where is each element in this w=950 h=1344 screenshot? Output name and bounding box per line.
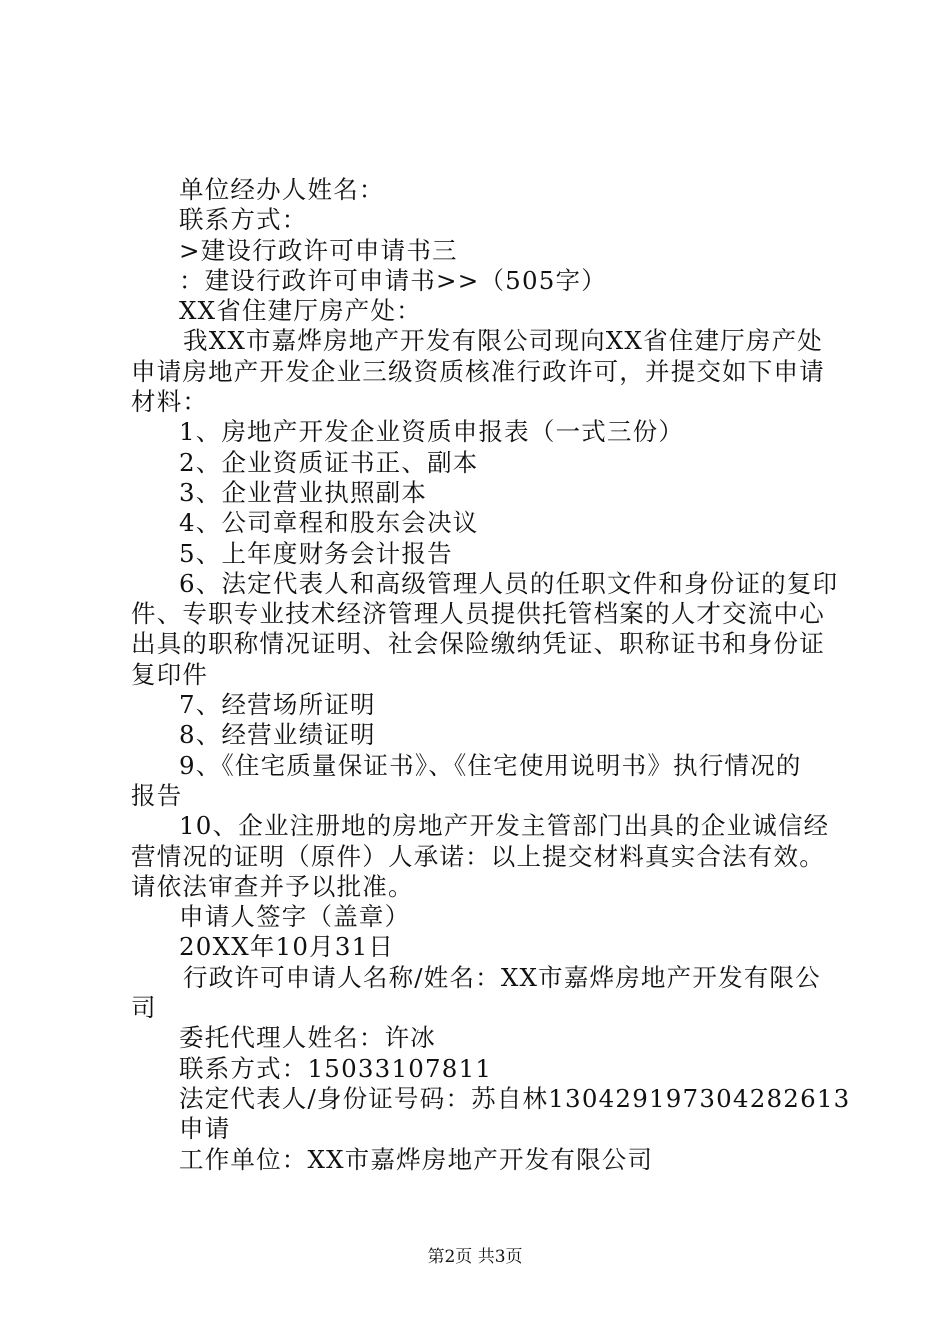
text-line: 申请房地产开发企业三级资质核准行政许可，并提交如下申请	[131, 356, 825, 386]
text-line: 法定代表人/身份证号码：苏自林130429197304282613	[179, 1083, 851, 1113]
text-line: 复印件	[131, 659, 209, 689]
text-line: 10、企业注册地的房地产开发主管部门出具的企业诚信经	[179, 811, 830, 841]
text-line: 联系方式：	[179, 205, 308, 235]
page-footer: 第2页 共3页	[427, 1247, 523, 1267]
text-line: 9、《住宅质量保证书》、《住宅使用说明书》执行情况的	[179, 750, 802, 780]
text-line: 请依法审查并予以批准。	[131, 871, 414, 901]
text-line: 4、公司章程和股东会决议	[179, 508, 479, 538]
text-line: 材料：	[131, 387, 209, 417]
document-body	[131, 175, 851, 1175]
text-line: 20XX年10月31日	[179, 932, 395, 962]
text-line: 2、企业资质证书正、副本	[179, 447, 479, 477]
text-line: 营情况的证明（原件）人承诺：以上提交材料真实合法有效。	[131, 841, 825, 871]
text-line: 司	[131, 993, 157, 1023]
text-line: ：建设行政许可申请书>>（505字）	[179, 265, 607, 295]
text-line: 单位经办人姓名：	[179, 175, 385, 204]
text-line: 3、企业营业执照副本	[179, 477, 428, 507]
text-line: XX省住建厅房产处：	[179, 296, 422, 326]
text-line: 8、经营业绩证明	[179, 720, 376, 750]
text-line: 我XX市嘉烨房地产开发有限公司现向XX省住建厅房产处	[183, 326, 823, 356]
text-line: 报告	[131, 780, 183, 810]
text-line: 件、专职专业技术经济管理人员提供托管档案的人才交流中心	[131, 599, 825, 629]
text-line: 工作单位：XX市嘉烨房地产开发有限公司	[179, 1144, 654, 1174]
text-line: >建设行政许可申请书三	[179, 235, 458, 265]
text-line: 申请	[179, 1114, 231, 1144]
text-line: 1、房地产开发企业资质申报表（一式三份）	[179, 417, 685, 447]
text-line: 出具的职称情况证明、社会保险缴纳凭证、职称证书和身份证	[131, 629, 825, 659]
text-line: 联系方式：15033107811	[179, 1053, 493, 1083]
text-line: 6、法定代表人和高级管理人员的任职文件和身份证的复印	[179, 568, 839, 598]
text-line: 7、经营场所证明	[179, 690, 376, 720]
text-line: 委托代理人姓名：许冰	[179, 1023, 436, 1053]
text-line: 行政许可申请人名称/姓名：XX市嘉烨房地产开发有限公	[183, 962, 821, 992]
text-line: 申请人签字（盖章）	[179, 902, 411, 932]
text-line: 5、上年度财务会计报告	[179, 538, 453, 568]
